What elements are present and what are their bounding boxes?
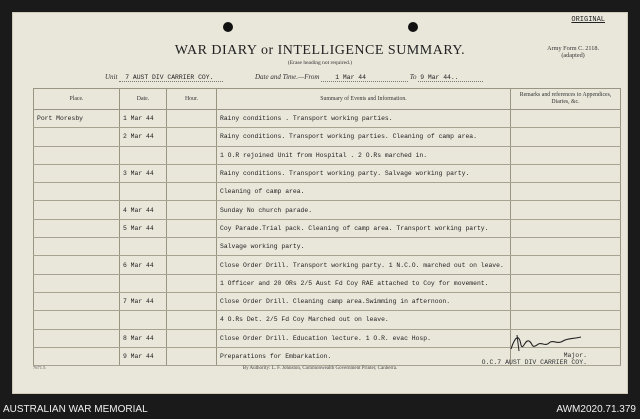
remarks-cell	[511, 274, 621, 292]
summary-cell: Close Order Drill. Education lecture. 1 O.R. evac Hosp.	[217, 329, 511, 347]
from-date: 1 Mar 44	[321, 74, 408, 82]
table-row	[34, 128, 621, 146]
date-cell: 4 Mar 44	[120, 201, 167, 219]
remarks-column-header: Remarks and references to Appendices, Diaries, &c.	[511, 89, 621, 110]
place-cell	[34, 201, 120, 219]
summary-cell: Coy Parade.Trial pack. Cleaning of camp area. Transport working party.	[217, 219, 511, 237]
punch-hole	[408, 22, 418, 32]
summary-cell: 1 Officer and 20 ORs 2/5 Aust Fd Coy RAE attached to Coy for movement.	[217, 274, 511, 292]
remarks-cell	[511, 256, 621, 274]
summary-cell: Rainy conditions . Transport working parties.	[217, 110, 511, 128]
place-cell: Port Moresby	[34, 110, 120, 128]
table-row	[34, 292, 621, 310]
table-row	[34, 238, 621, 256]
place-cell	[34, 219, 120, 237]
summary-cell: Salvage working party.	[217, 238, 511, 256]
summary-cell: Rainy conditions. Transport working parties. Cleaning of camp area.	[217, 128, 511, 146]
archive-reference: AWM2020.71.379	[556, 404, 636, 415]
hour-cell	[167, 219, 217, 237]
summary-cell: Sunday No church parade.	[217, 201, 511, 219]
remarks-cell	[511, 128, 621, 146]
table-header-row	[34, 89, 621, 110]
hour-cell	[167, 329, 217, 347]
army-form-label: Army Form C. 2118. (adapted)	[547, 45, 599, 59]
unit-value: 7 AUST DIV CARRIER COY.	[119, 74, 223, 82]
remarks-cell	[511, 146, 621, 164]
place-cell	[34, 256, 120, 274]
remarks-cell	[511, 164, 621, 182]
table-row	[34, 274, 621, 292]
date-cell: 1 Mar 44	[120, 110, 167, 128]
hour-cell	[167, 201, 217, 219]
diary-body	[34, 110, 621, 366]
hour-cell	[167, 128, 217, 146]
remarks-cell	[511, 238, 621, 256]
table-row	[34, 256, 621, 274]
date-cell: 6 Mar 44	[120, 256, 167, 274]
date-cell	[120, 146, 167, 164]
remarks-cell	[511, 201, 621, 219]
summary-cell: 4 O.Rs Det. 2/5 Fd Coy Marched out on leave.	[217, 311, 511, 329]
war-diary-sheet	[12, 12, 628, 394]
table-row	[34, 219, 621, 237]
place-cell	[34, 146, 120, 164]
place-cell	[34, 183, 120, 201]
original-stamp: ORIGINAL	[571, 16, 605, 24]
remarks-cell	[511, 292, 621, 310]
hour-cell	[167, 183, 217, 201]
place-cell	[34, 164, 120, 182]
unit-field: Unit 7 AUST DIV CARRIER COY.	[105, 73, 223, 81]
summary-cell: 1 O.R rejoined Unit from Hospital . 2 O.Rs marched in.	[217, 146, 511, 164]
hour-cell	[167, 256, 217, 274]
diary-subtitle: (Erase heading not required.)	[287, 60, 353, 66]
table-row	[34, 146, 621, 164]
remarks-cell	[511, 219, 621, 237]
date-cell: 3 Mar 44	[120, 164, 167, 182]
date-cell: 5 Mar 44	[120, 219, 167, 237]
printer-authority: By Authority: L. F. Johnston, Commonwealth Government Printer, Canberra.	[242, 366, 398, 371]
remarks-cell	[511, 110, 621, 128]
date-range-field: Date and Time.—From 1 Mar 44 To 9 Mar 44..	[255, 73, 483, 81]
summary-cell: Close Order Drill. Transport working party. 1 N.C.O. marched out on leave.	[217, 256, 511, 274]
place-cell	[34, 329, 120, 347]
summary-cell: Preparations for Embarkation.	[217, 347, 511, 365]
place-cell	[34, 292, 120, 310]
place-cell	[34, 274, 120, 292]
date-cell: 8 Mar 44	[120, 329, 167, 347]
punch-hole	[223, 22, 233, 32]
place-cell	[34, 128, 120, 146]
remarks-cell	[511, 311, 621, 329]
place-cell	[34, 347, 120, 365]
date-cell: 7 Mar 44	[120, 292, 167, 310]
remarks-cell	[511, 183, 621, 201]
hour-cell	[167, 274, 217, 292]
hour-cell	[167, 292, 217, 310]
hour-cell	[167, 311, 217, 329]
date-cell: 9 Mar 44	[120, 347, 167, 365]
place-cell	[34, 311, 120, 329]
summary-cell: Rainy conditions. Transport working party. Salvage working party.	[217, 164, 511, 182]
diary-title: WAR DIARY or INTELLIGENCE SUMMARY.	[174, 43, 466, 58]
diary-table	[33, 88, 621, 366]
form-code: 7671.5.	[33, 365, 47, 370]
signature-block: Major. O.C.7 AUST DIV CARRIER COY.	[481, 352, 587, 366]
archive-caption: AUSTRALIAN WAR MEMORIAL	[3, 404, 148, 415]
date-cell	[120, 238, 167, 256]
date-cell	[120, 311, 167, 329]
to-date: 9 Mar 44..	[418, 74, 482, 82]
hour-cell	[167, 110, 217, 128]
hour-cell	[167, 238, 217, 256]
summary-cell: Close Order Drill. Cleaning camp area.Swimming in afternoon.	[217, 292, 511, 310]
table-row	[34, 183, 621, 201]
hour-cell	[167, 164, 217, 182]
table-row	[34, 311, 621, 329]
date-cell: 2 Mar 44	[120, 128, 167, 146]
date-cell	[120, 274, 167, 292]
hour-column-header: Hour.	[167, 89, 217, 110]
hour-cell	[167, 146, 217, 164]
date-cell	[120, 183, 167, 201]
place-column-header: Place.	[34, 89, 120, 110]
hour-cell	[167, 347, 217, 365]
table-row	[34, 110, 621, 128]
summary-cell: Cleaning of camp area.	[217, 183, 511, 201]
summary-column-header: Summary of Events and Information.	[217, 89, 511, 110]
table-row	[34, 201, 621, 219]
table-row	[34, 164, 621, 182]
date-column-header: Date.	[120, 89, 167, 110]
place-cell	[34, 238, 120, 256]
